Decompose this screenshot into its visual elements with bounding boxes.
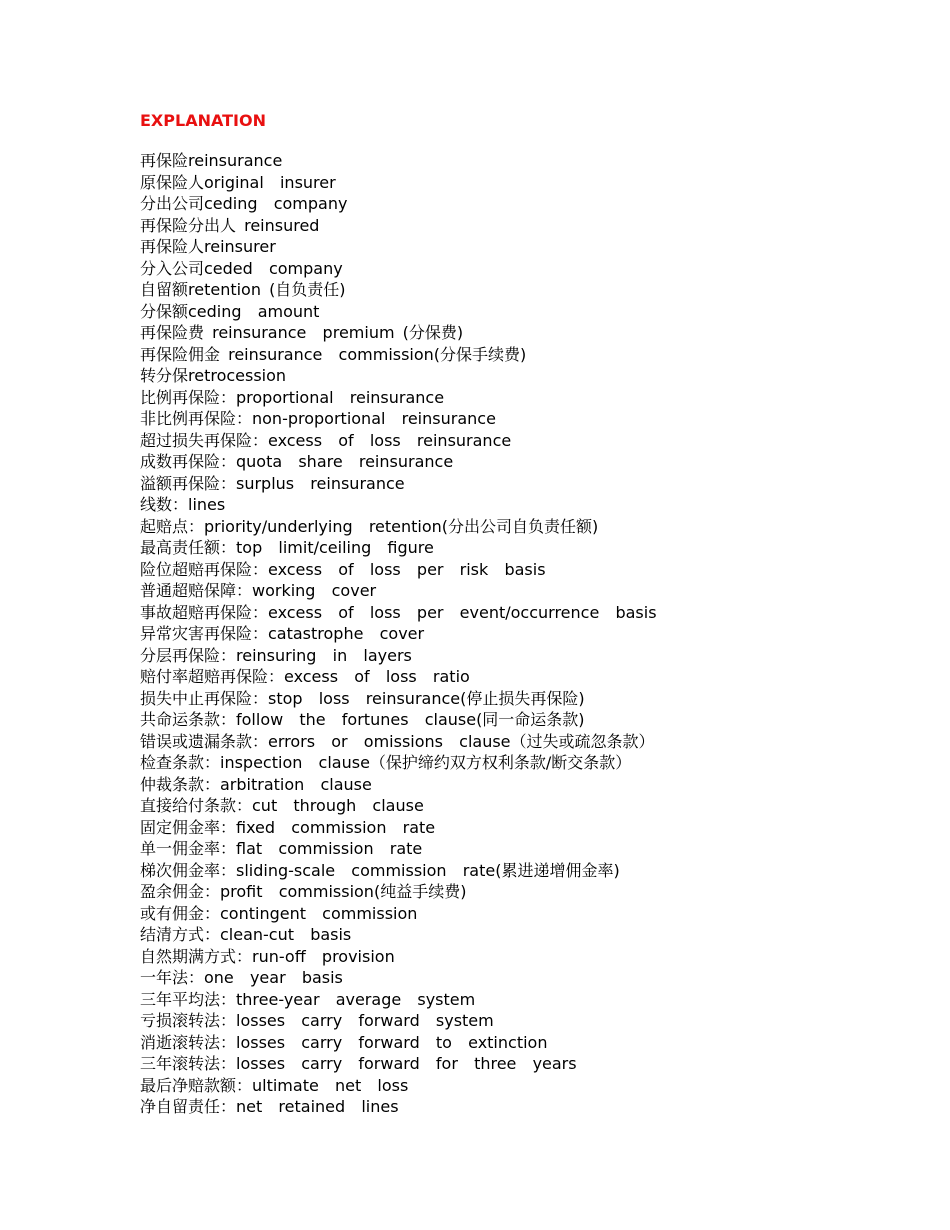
glossary-entry: 共命运条款：follow the fortunes clause(同一命运条款) [140,710,585,729]
glossary-entry: 最高责任额：top limit/ceiling figure [140,538,434,557]
glossary-entry: 再保险reinsurance [140,151,283,170]
glossary-entry: 再保险佣金 reinsurance commission(分保手续费) [140,344,527,364]
glossary-entry: 转分保retrocession [140,366,287,385]
glossary-entry: 损失中止再保险：stop loss reinsurance(停止损失再保险) [140,688,585,708]
glossary-entry: 再保险费 reinsurance premium (分保费) [140,323,464,342]
glossary-entry: 三年滚转法：losses carry forward for three years [140,1054,577,1073]
glossary-entry: 普通超赔保障：working cover [140,581,377,600]
glossary-entry: 分层再保险：reinsuring in layers [140,645,412,665]
glossary-entry: 事故超赔再保险：excess of loss per event/occurrence basis [140,602,657,622]
glossary-entry: 起赔点：priority/underlying retention(分出公司自负责任额) [140,516,599,536]
glossary-entry: 分出公司ceding company [140,194,348,213]
glossary-entry: 再保险分出人 reinsured [140,215,320,235]
glossary-entry: 非比例再保险：non-proportional reinsurance [140,409,496,428]
glossary-entry: 三年平均法：three-year average system [140,989,476,1009]
glossary-entry: 原保险人original insurer [140,172,336,192]
glossary-entry: 检查条款：inspection clause（保护缔约双方权利条款/断交条款） [140,753,632,772]
glossary-entry: 自留额retention (自负责任) [140,280,346,299]
glossary-entry: 结清方式：clean-cut basis [140,925,352,944]
glossary-entry: 超过损失再保险：excess of loss reinsurance [140,430,512,450]
glossary-entry: 单一佣金率：flat commission rate [140,839,423,858]
glossary-entry: 分入公司ceded company [140,258,343,278]
glossary-entry: 梯次佣金率：sliding-scale commission rate(累进递增佣金率) [140,860,620,880]
glossary-entry: 赔付率超赔再保险：excess of loss ratio [140,667,470,686]
glossary-list [140,150,920,1118]
glossary-entry: 再保险人reinsurer [140,237,276,256]
glossary-entry: 亏损滚转法：losses carry forward system [140,1011,494,1030]
glossary-entry: 盈余佣金：profit commission(纯益手续费) [140,882,467,901]
glossary-entry: 或有佣金：contingent commission [140,903,418,923]
glossary-entry: 错误或遗漏条款：errors or omissions clause（过失或疏忽条款） [140,731,655,751]
glossary-entry: 仲裁条款：arbitration clause [140,774,372,794]
document-title: EXPLANATION [140,111,266,130]
glossary-entry: 直接给付条款：cut through clause [140,796,424,815]
glossary-entry: 净自留责任：net retained lines [140,1097,399,1116]
glossary-entry: 消逝滚转法：losses carry forward to extinction [140,1032,548,1052]
glossary-entry: 最后净赔款额：ultimate net loss [140,1075,409,1095]
glossary-entry: 一年法：one year basis [140,968,343,987]
glossary-entry: 溢额再保险：surplus reinsurance [140,473,405,493]
glossary-entry: 比例再保险：proportional reinsurance [140,387,445,407]
glossary-entry: 固定佣金率：fixed commission rate [140,817,436,837]
glossary-entry: 险位超赔再保险：excess of loss per risk basis [140,559,546,579]
glossary-entry: 自然期满方式：run-off provision [140,946,395,966]
glossary-entry: 线数：lines [140,495,226,514]
glossary-entry: 成数再保险：quota share reinsurance [140,452,454,471]
document-page [140,110,920,1118]
glossary-entry: 分保额ceding amount [140,301,320,321]
glossary-entry: 异常灾害再保险：catastrophe cover [140,624,425,643]
